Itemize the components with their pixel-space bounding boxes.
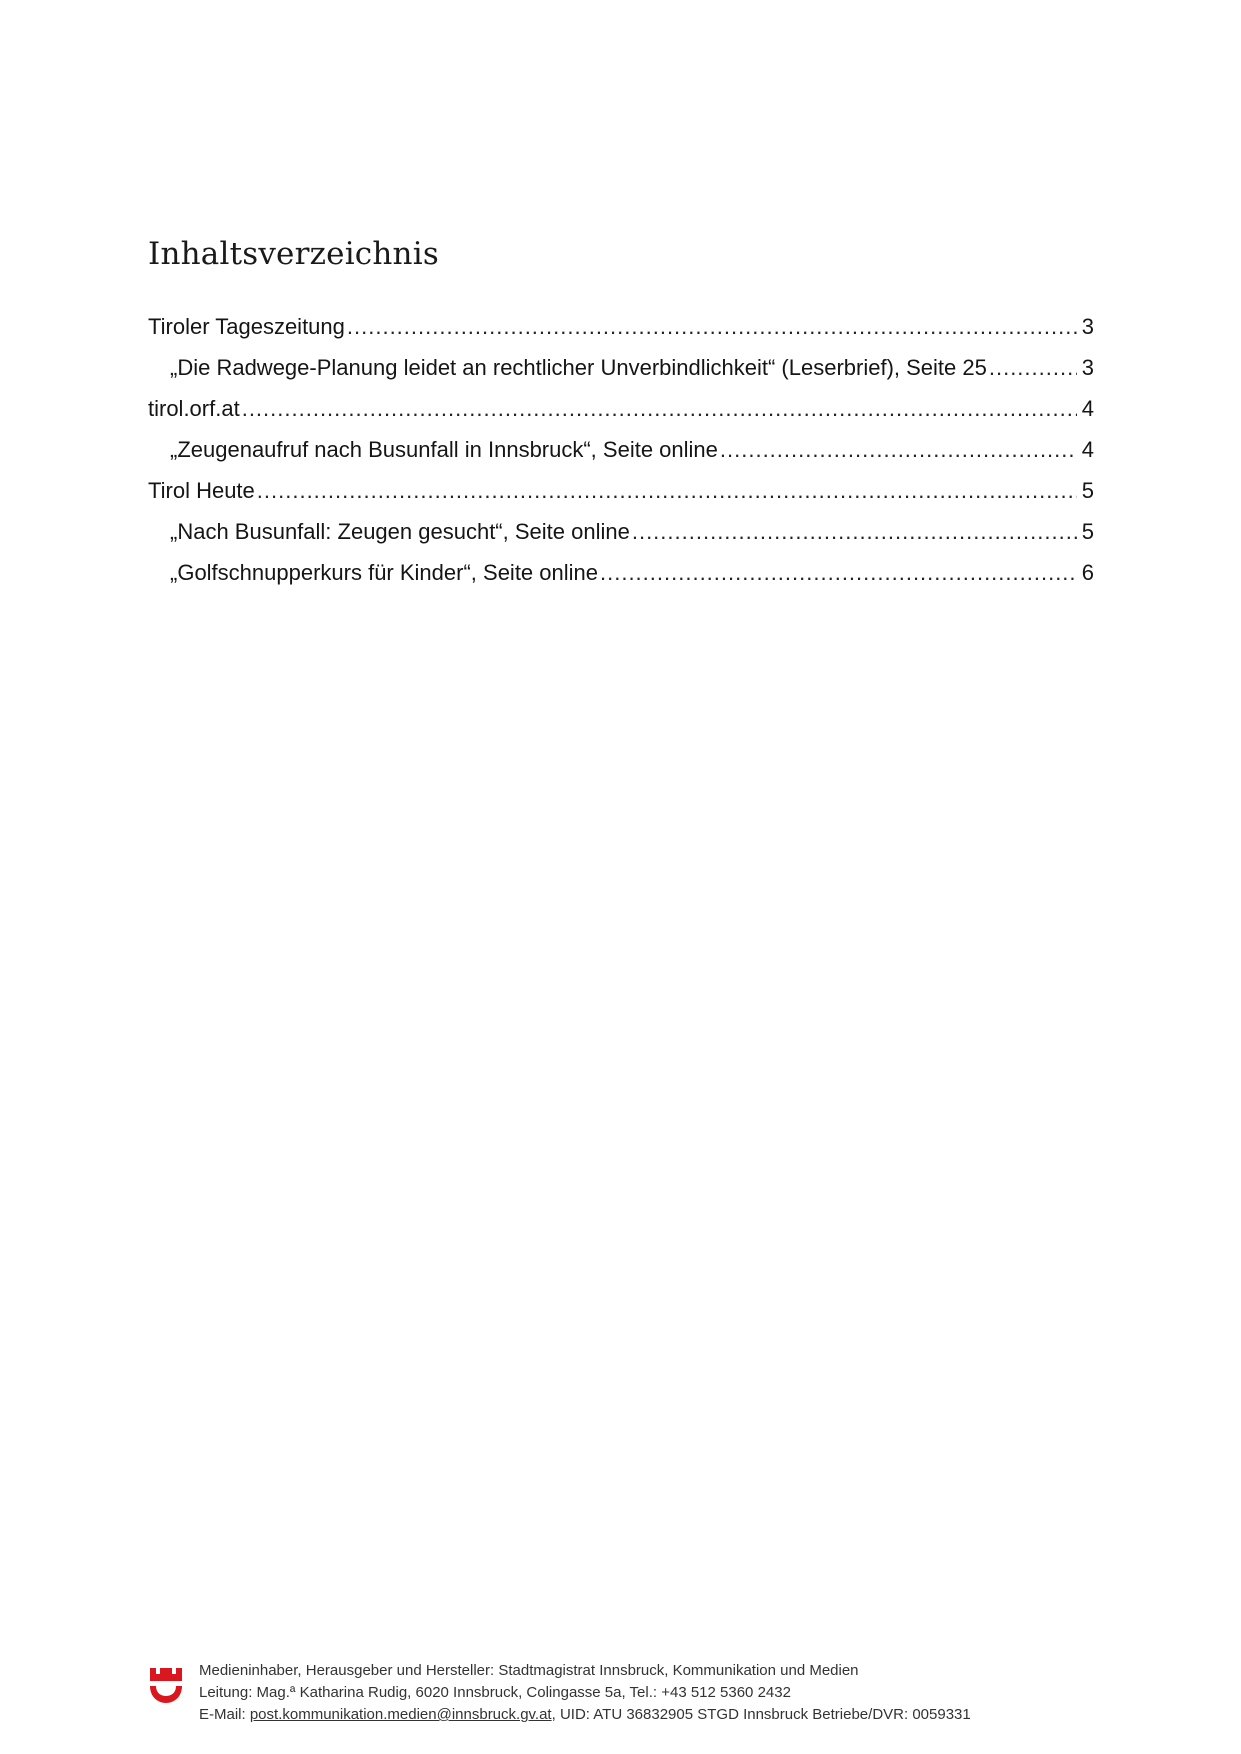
toc-page-number: 5 [1081,519,1094,544]
toc-entry-tirol-heute[interactable] [148,470,1094,511]
toc-dot-leader [720,429,1077,470]
toc-page-number: 4 [1081,396,1094,421]
toc-entry-label: „Die Radwege-Planung leidet an rechtlicher Unverbindlichkeit“ (Leserbrief), Seite 25 [170,355,987,380]
footer-line-contact [199,1704,971,1726]
toc-entry-nach-busunfall[interactable] [148,511,1094,552]
toc-page-number: 3 [1081,355,1094,380]
toc-entry-tirol-orf-at[interactable] [148,388,1094,429]
footer-registration: , UID: ATU 36832905 STGD Innsbruck Betriebe/DVR: 0059331 [551,1706,971,1723]
email-link[interactable]: post.kommunikation.medien@innsbruck.gv.at [249,1706,552,1723]
toc-dot-leader [632,511,1077,552]
toc-entry-tiroler-tageszeitung[interactable] [148,306,1094,347]
toc-dot-leader [242,388,1077,429]
table-of-contents [148,306,1094,593]
email-label: E-Mail: [199,1706,250,1723]
toc-entry-radwege-planung[interactable] [148,347,1094,388]
footer-line-publisher: Medieninhaber, Herausgeber und Hersteller: Stadtmagistrat Innsbruck, Kommunikation und Medien [199,1662,859,1679]
toc-entry-golfschnupperkurs[interactable] [148,552,1094,593]
toc-dot-leader [989,347,1077,388]
toc-entry-zeugenaufruf[interactable] [148,429,1094,470]
footer-imprint [199,1660,971,1726]
toc-dot-leader [257,470,1077,511]
toc-entry-label: „Zeugenaufruf nach Busunfall in Innsbruck“, Seite online [170,437,718,462]
toc-page-number: 6 [1081,560,1094,585]
toc-entry-label: Tiroler Tageszeitung [148,314,345,339]
toc-page-number: 4 [1081,437,1094,462]
toc-page-number: 5 [1081,478,1094,503]
footer-line-management: Leitung: Mag.ª Katharina Rudig, 6020 Innsbruck, Colingasse 5a, Tel.: +43 512 5360 2432 [199,1684,791,1701]
toc-entry-label: „Nach Busunfall: Zeugen gesucht“, Seite online [170,519,630,544]
innsbruck-logo-icon [150,1664,182,1704]
toc-entry-label: Tirol Heute [148,478,255,503]
page-footer [150,1660,1110,1730]
toc-entry-label: tirol.orf.at [148,396,240,421]
toc-dot-leader [347,306,1077,347]
toc-page-number: 3 [1081,314,1094,339]
toc-dot-leader [600,552,1077,593]
toc-entry-label: „Golfschnupperkurs für Kinder“, Seite online [170,560,598,585]
toc-title: Inhaltsverzeichnis [148,236,439,272]
